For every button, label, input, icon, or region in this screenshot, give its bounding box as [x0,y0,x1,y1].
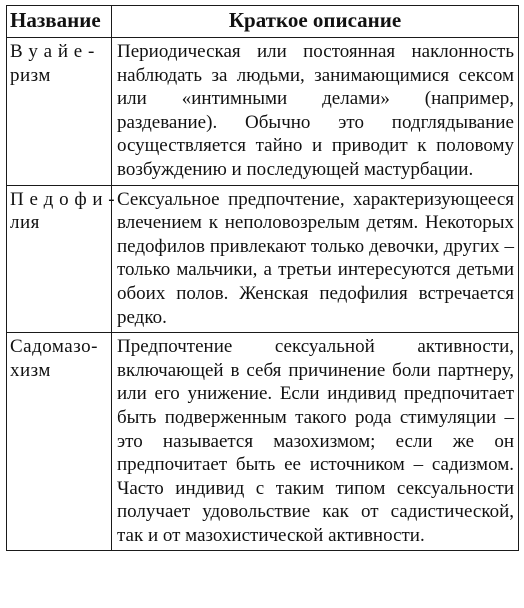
column-header-description: Краткое описание [112,6,519,38]
column-header-name: Название [7,6,112,38]
table-row [7,38,519,186]
term-cell [7,333,112,551]
table-row [7,333,519,551]
definitions-table [6,5,519,551]
term-name-line: хизм [10,359,51,381]
term-cell [7,185,116,333]
table-row [7,185,519,333]
description-cell: Сексуальное предпочтение, характеризующееся влечением к неполовозрелым детям. Некоторых педофилов привлекают только девочки, других – только мальчики, а третьи интересуются детьми обоих полов. Женская педофилия встречается редко. [112,185,519,333]
term-name-line: Садомазо- [10,336,98,358]
document-page [6,5,518,603]
term-name-line: ризм [10,64,51,86]
term-name-line: лия [10,212,40,234]
term-name-line: П е д о ф и - [10,188,116,210]
description-cell: Предпочтение сексуальной активности, включающей в себя причинение боли партнеру, или его унижение. Если индивид предпочитает быть подверженным такого рода стимуляции – это называется мазохизмом; если же он предпочитает быть ее источником – садизмом. Часто индивид с таким типом сексуальности получает удовольствие как от садистической, так и от мазохистической активности. [112,333,519,551]
description-cell: Периодическая или постоянная наклонность наблюдать за людьми, занимающимися сексом или «интимными делами» (например, раздевание). Обычно это подглядывание осуществляется тайно и приводит к половому возбуждению и последующей мастурбации. [112,38,519,186]
term-name-line: В у а й е - [10,41,95,62]
term-cell [7,38,112,186]
table-header-row [7,6,519,38]
